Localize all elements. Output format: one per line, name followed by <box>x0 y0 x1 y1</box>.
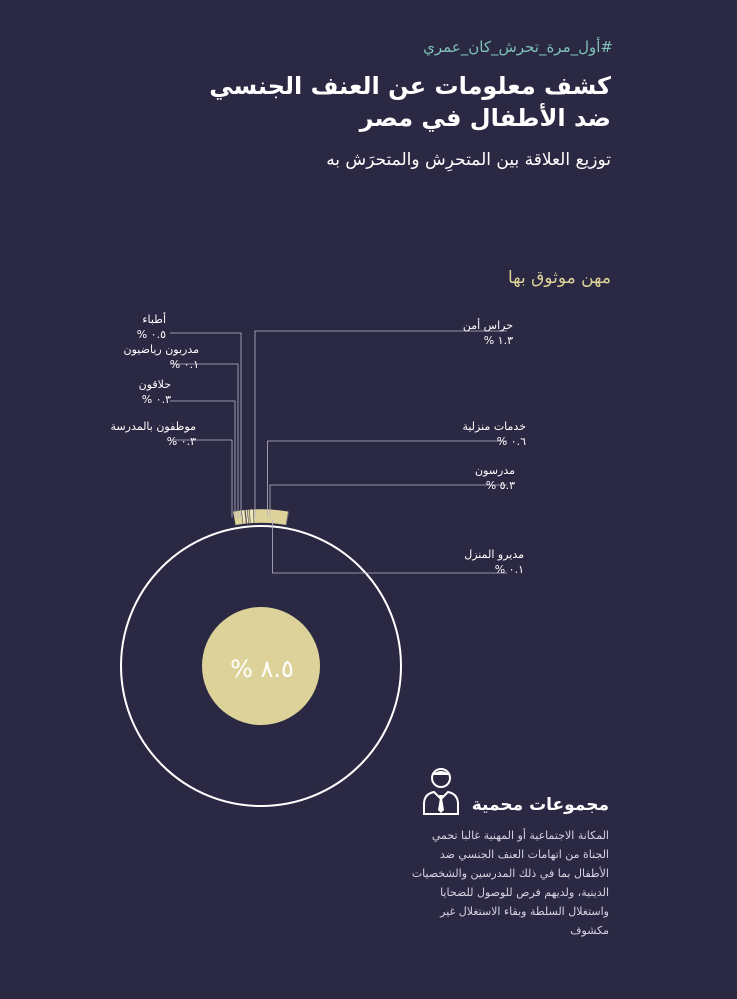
chart-label-coaches <box>124 342 199 372</box>
chart-title: مهن موثوق بها <box>507 268 611 288</box>
leader-line <box>170 440 232 517</box>
chart-label-school-staff <box>111 419 196 449</box>
category-label: مدرسون <box>475 464 515 477</box>
chart-label-teachers <box>475 463 515 493</box>
value-label: ٠.٦ % <box>496 435 526 448</box>
chart-label-domestic-services <box>462 419 526 449</box>
value-label: ٠.١ % <box>494 563 524 576</box>
page-title: كشف معلومات عن العنف الجنسي ضد الأطفال في مصر <box>209 72 611 132</box>
pie-segment <box>253 509 288 525</box>
hashtag: #أول_مرة_تحرش_كان_عمري <box>423 38 613 56</box>
category-label: مديرو المنزل <box>464 548 524 561</box>
chart-label-security-guards <box>463 318 513 348</box>
category-label: مدربون رياضيون <box>123 343 199 356</box>
value-label: ٠.٣ % <box>166 435 196 448</box>
protected-groups-text: المكانة الاجتماعية أو المهنية غالبا تحمي الجناة من اتهامات العنف الجنسي ضد الأطفال بما في ذلك المدرسين والشخصيات الدينية، ولديهم فرص للوصول للضحايا واستغلال السلطة وبقاء الاستغلال غير مكشوف <box>411 829 609 937</box>
chart-label-doctors <box>137 312 166 342</box>
value-label: ٠.٣ % <box>141 393 171 406</box>
person-with-tie-icon <box>422 766 460 816</box>
category-label: خدمات منزلية <box>462 420 526 433</box>
category-label: موظفون بالمدرسة <box>110 420 196 433</box>
value-label: ١.٣ % <box>483 334 513 347</box>
page-subtitle: توزيع العلاقة بين المتحرِش والمتحرَش به <box>326 150 611 170</box>
leader-line <box>270 485 507 517</box>
value-label: ٥.٣ % <box>485 479 515 492</box>
category-label: حلاقون <box>138 378 171 391</box>
chart-label-barbers <box>139 377 171 407</box>
center-value-label: ٨.٥ % <box>230 655 294 683</box>
protected-groups-title: مجموعات محمية <box>471 795 609 815</box>
chart-label-house-managers <box>464 547 524 577</box>
leader-line <box>268 441 508 517</box>
category-label: أطباء <box>142 313 166 326</box>
value-label: ٠.١ % <box>169 358 199 371</box>
value-label: ٠.٥ % <box>136 328 166 341</box>
category-label: حراس أمن <box>462 319 513 332</box>
